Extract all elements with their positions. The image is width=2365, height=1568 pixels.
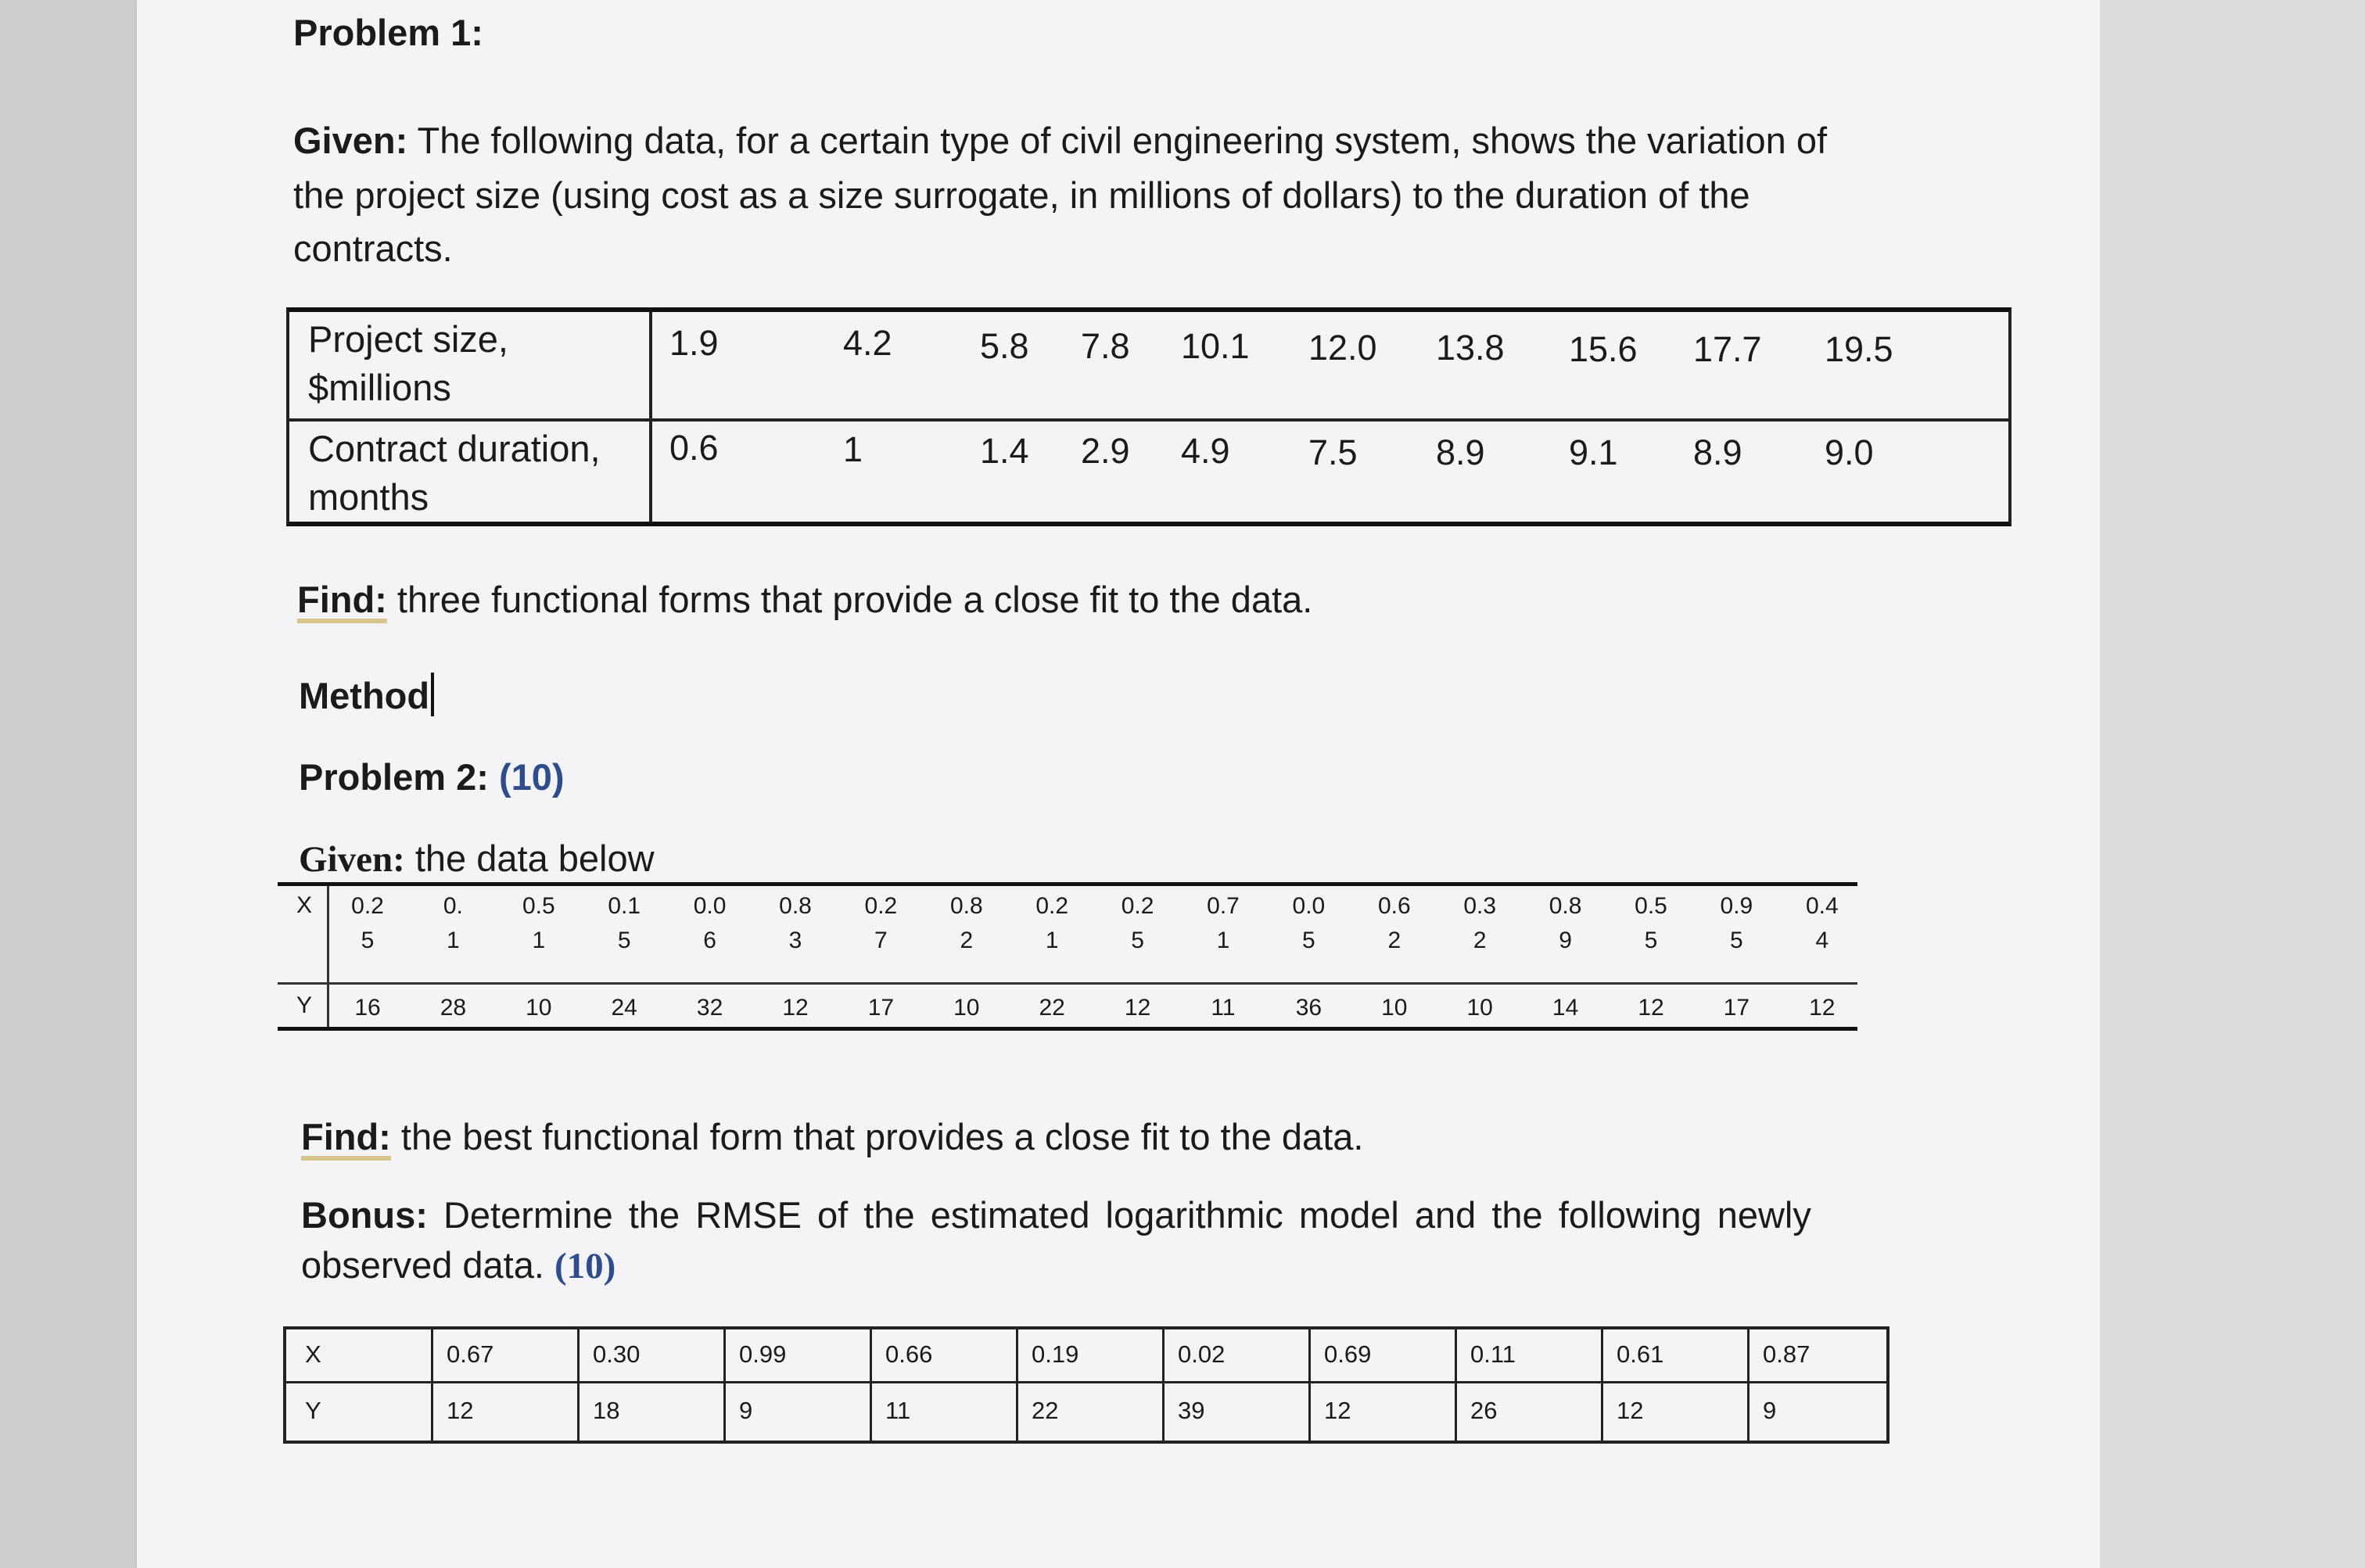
problem1-find-text: three functional forms that provide a close fit to the data.	[397, 579, 1313, 620]
x-value-bottom: 9	[1559, 928, 1572, 953]
y-value: 22	[1039, 995, 1065, 1021]
column-divider	[1455, 1329, 1457, 1441]
x-value-bottom: 4	[1815, 928, 1829, 953]
new-y-value: 22	[1032, 1397, 1059, 1424]
column-divider	[577, 1329, 580, 1441]
observed-data-table	[278, 882, 1857, 1031]
column-divider	[431, 1329, 433, 1441]
problem1-given-text1: The following data, for a certain type of civil engineering system, shows the variation of	[417, 120, 1828, 161]
column-divider	[1162, 1329, 1165, 1441]
size-cell: 4.2	[843, 323, 892, 363]
method-heading	[299, 671, 434, 721]
x-value-top: 0.7	[1207, 893, 1240, 919]
y-value: 10	[1466, 995, 1493, 1021]
y-value: 10	[953, 995, 980, 1021]
row-label-contract-duration: Contract duration, months	[308, 428, 601, 518]
bonus-text-cont: observed data.	[301, 1244, 544, 1286]
y-value: 17	[867, 995, 895, 1021]
new-y-value: 18	[593, 1397, 620, 1424]
duration-cell: 4.9	[1181, 431, 1230, 471]
column-divider	[1601, 1329, 1603, 1441]
x-value-bottom: 2	[1473, 928, 1487, 953]
new-x-value: 0.99	[739, 1340, 787, 1368]
y-value: 10	[1381, 995, 1408, 1021]
problem2-find	[301, 1111, 1363, 1164]
x-value-bottom: 5	[1644, 928, 1658, 953]
bonus-text: Determine the RMSE of the estimated logarithmic model and the following newly	[443, 1194, 1811, 1236]
problem1-title: Problem 1:	[293, 12, 483, 53]
x-value-bottom: 1	[447, 928, 460, 953]
x-value-top: 0.	[443, 893, 463, 919]
new-y-value: 12	[447, 1397, 474, 1424]
y-row-label: Y	[305, 1397, 321, 1424]
right-margin-area	[2100, 0, 2365, 1568]
problem1-given-label: Given:	[293, 120, 408, 161]
x-value-top: 0.4	[1805, 893, 1839, 919]
new-y-value: 26	[1470, 1397, 1498, 1424]
column-divider	[870, 1329, 872, 1441]
x-value-bottom: 3	[788, 928, 802, 953]
x-value-top: 0.2	[351, 893, 384, 919]
size-cell: 1.9	[669, 323, 719, 363]
new-y-value: 39	[1178, 1397, 1205, 1424]
problem2-title: Problem 2:	[299, 756, 489, 798]
column-divider	[1308, 1329, 1311, 1441]
problem2-find-text: the best functional form that provides a close fit to the data.	[400, 1116, 1364, 1157]
duration-cell: 8.9	[1436, 432, 1485, 472]
y-value: 10	[526, 995, 552, 1021]
y-value: 14	[1552, 995, 1579, 1021]
duration-cell: 9.1	[1569, 432, 1618, 472]
problem2-points: (10)	[498, 756, 565, 798]
x-value-top: 0.1	[608, 893, 641, 919]
problem1-find	[297, 573, 1312, 626]
x-value-bottom: 1	[1045, 928, 1059, 953]
new-y-value: 9	[739, 1397, 753, 1424]
x-value-top: 0.8	[1549, 893, 1582, 919]
duration-cell: 1.4	[980, 431, 1029, 471]
x-axis-label: X	[296, 892, 313, 918]
duration-cell: 7.5	[1308, 432, 1358, 472]
new-y-value: 12	[1617, 1397, 1644, 1424]
problem2-heading	[299, 752, 565, 802]
table-divider	[286, 1381, 1886, 1383]
left-margin-area	[0, 0, 137, 1568]
x-value-top: 0.3	[1463, 893, 1497, 919]
new-x-value: 0.19	[1032, 1340, 1079, 1368]
y-value: 12	[782, 995, 809, 1021]
problem2-given-text: the data below	[415, 838, 655, 879]
x-value-bottom: 2	[1387, 928, 1401, 953]
x-value-top: 0.2	[864, 893, 898, 919]
new-x-value: 0.69	[1324, 1340, 1372, 1368]
column-divider	[1016, 1329, 1018, 1441]
x-value-bottom: 5	[617, 928, 631, 953]
new-y-value: 12	[1324, 1397, 1351, 1424]
y-value: 28	[440, 995, 467, 1021]
x-value-top: 0.2	[1035, 893, 1069, 919]
size-cell: 10.1	[1181, 326, 1250, 366]
y-value: 16	[354, 995, 381, 1021]
size-cell: 5.8	[980, 326, 1029, 366]
duration-cell: 0.6	[669, 428, 719, 468]
x-value-top: 0.6	[1377, 893, 1411, 919]
y-value: 17	[1723, 995, 1750, 1021]
y-axis-label: Y	[296, 992, 313, 1018]
x-value-bottom: 7	[874, 928, 888, 953]
x-value-bottom: 2	[960, 928, 974, 953]
problem2-given-label: Given:	[299, 839, 405, 880]
new-x-value: 0.66	[885, 1340, 933, 1368]
size-cell: 19.5	[1825, 329, 1893, 369]
y-value: 12	[1124, 995, 1151, 1021]
x-value-bottom: 5	[1302, 928, 1315, 953]
new-observed-data-table	[283, 1326, 1889, 1444]
duration-cell: 2.9	[1081, 431, 1130, 471]
x-value-top: 0.0	[693, 893, 727, 919]
x-value-top: 0.5	[1635, 893, 1667, 919]
column-divider	[1747, 1329, 1750, 1441]
problem1-given-line2: the project size (using cost as a size surrogate, in millions of dollars) to the duration of the	[293, 174, 1750, 216]
size-cell: 15.6	[1569, 329, 1638, 369]
new-x-value: 0.02	[1178, 1340, 1226, 1368]
bonus-label: Bonus:	[301, 1194, 428, 1236]
new-x-value: 0.67	[447, 1340, 494, 1368]
problem1-given-line1	[293, 114, 1827, 167]
y-value: 32	[696, 995, 723, 1021]
problem2-find-label: Find:	[301, 1116, 391, 1157]
table-divider	[289, 418, 2008, 422]
text-cursor	[431, 673, 434, 716]
new-x-value: 0.87	[1763, 1340, 1811, 1368]
x-value-top: 0.9	[1720, 893, 1753, 919]
x-value-bottom: 5	[1131, 928, 1144, 953]
y-value: 11	[1211, 995, 1236, 1021]
x-value-bottom: 5	[361, 928, 375, 953]
table-divider	[278, 982, 1857, 985]
new-y-value: 9	[1763, 1397, 1777, 1424]
bonus-line1	[301, 1189, 1811, 1242]
x-row-label: X	[305, 1340, 321, 1368]
x-value-top: 0.0	[1292, 893, 1326, 919]
problem2-given	[299, 834, 655, 884]
duration-cell: 8.9	[1693, 432, 1742, 472]
y-value: 36	[1295, 995, 1322, 1021]
new-x-value: 0.11	[1470, 1340, 1516, 1368]
duration-cell: 1	[843, 429, 863, 469]
x-value-bottom: 6	[703, 928, 716, 953]
x-value-bottom: 1	[532, 928, 546, 953]
x-value-top: 0.8	[949, 893, 983, 919]
problem1-find-label: Find:	[297, 579, 387, 620]
new-x-value: 0.61	[1617, 1340, 1664, 1368]
problem1-given-line3: contracts.	[293, 228, 453, 269]
method-text: Method	[299, 675, 430, 716]
size-cell: 13.8	[1436, 328, 1505, 368]
duration-cell: 9.0	[1825, 432, 1874, 472]
y-value: 12	[1638, 995, 1664, 1021]
size-cell: 7.8	[1081, 326, 1130, 366]
project-data-table	[286, 307, 2012, 526]
size-cell: 17.7	[1693, 329, 1762, 369]
bonus-line2	[301, 1239, 615, 1293]
y-value: 12	[1809, 995, 1836, 1021]
bonus-points: (10)	[554, 1246, 616, 1286]
new-x-value: 0.30	[593, 1340, 641, 1368]
x-value-top: 0.5	[522, 893, 555, 919]
table-divider	[327, 886, 329, 1027]
x-value-top: 0.8	[779, 893, 812, 919]
row-label-project-size: Project size, $millions	[308, 318, 508, 408]
new-y-value: 11	[885, 1397, 911, 1424]
x-value-bottom: 1	[1216, 928, 1230, 953]
size-cell: 12.0	[1308, 328, 1377, 368]
column-divider	[723, 1329, 726, 1441]
y-value: 24	[611, 995, 637, 1021]
x-value-bottom: 5	[1730, 928, 1743, 953]
x-value-top: 0.2	[1121, 893, 1154, 919]
